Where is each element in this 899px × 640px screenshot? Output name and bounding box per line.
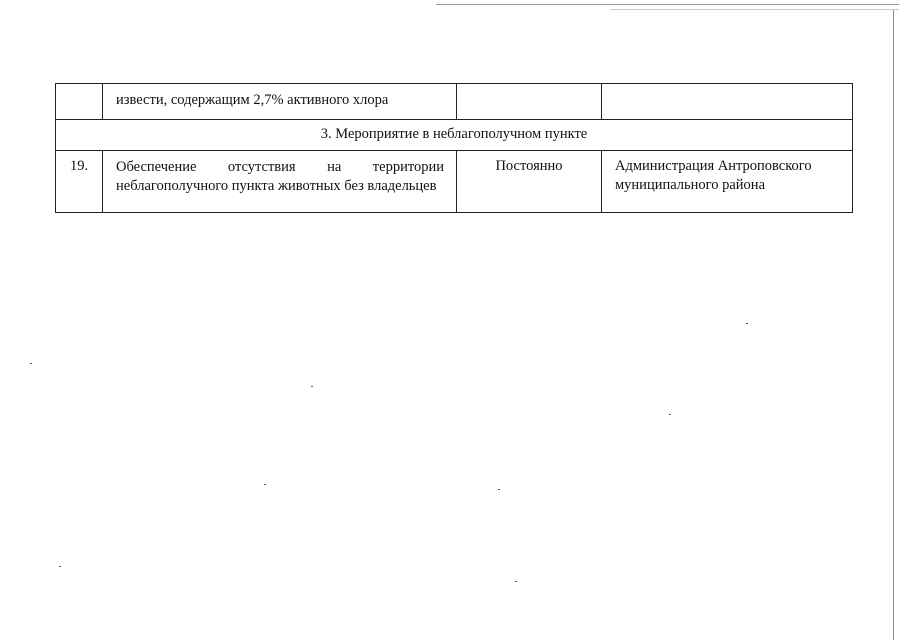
cell-term <box>457 151 602 213</box>
cell-action <box>103 151 457 213</box>
table-row-continuation <box>56 84 853 120</box>
scan-speck <box>311 386 313 387</box>
scan-speck <box>264 484 266 485</box>
action-line-1: Обеспечение отсутствия на территории <box>116 159 444 175</box>
scan-speck <box>669 414 671 415</box>
scan-speck <box>59 566 61 567</box>
section-header-cell <box>56 120 853 151</box>
page-edge-top-secondary <box>610 9 899 10</box>
responsible-line-1: Администрация Антроповского <box>615 158 812 174</box>
item-number: 19. <box>69 158 89 174</box>
scan-speck <box>498 489 500 490</box>
action-text <box>103 151 456 196</box>
page-edge-top <box>436 4 899 5</box>
cell-number <box>56 84 103 120</box>
cell-responsible <box>602 84 853 120</box>
cell-term <box>457 84 602 120</box>
responsible-line-2: муниципального района <box>615 177 765 193</box>
cell-responsible <box>602 151 853 213</box>
action-text: извести, содержащим 2,7% активного хлора <box>116 92 389 108</box>
section-title: 3. Мероприятие в неблагополучном пункте <box>320 126 588 142</box>
scan-speck <box>746 323 748 324</box>
cell-action <box>103 84 457 120</box>
table-row-section-header <box>56 120 853 151</box>
cell-number <box>56 151 103 213</box>
table-row-item <box>56 151 853 213</box>
term-text: Постоянно <box>495 158 563 174</box>
measures-table <box>55 83 853 213</box>
scan-speck <box>30 363 32 364</box>
responsible-text <box>602 151 852 195</box>
page-edge-right <box>893 10 894 640</box>
scan-speck <box>515 581 517 582</box>
action-line-2: неблагополучного пункта животных без владельцев <box>116 178 437 194</box>
